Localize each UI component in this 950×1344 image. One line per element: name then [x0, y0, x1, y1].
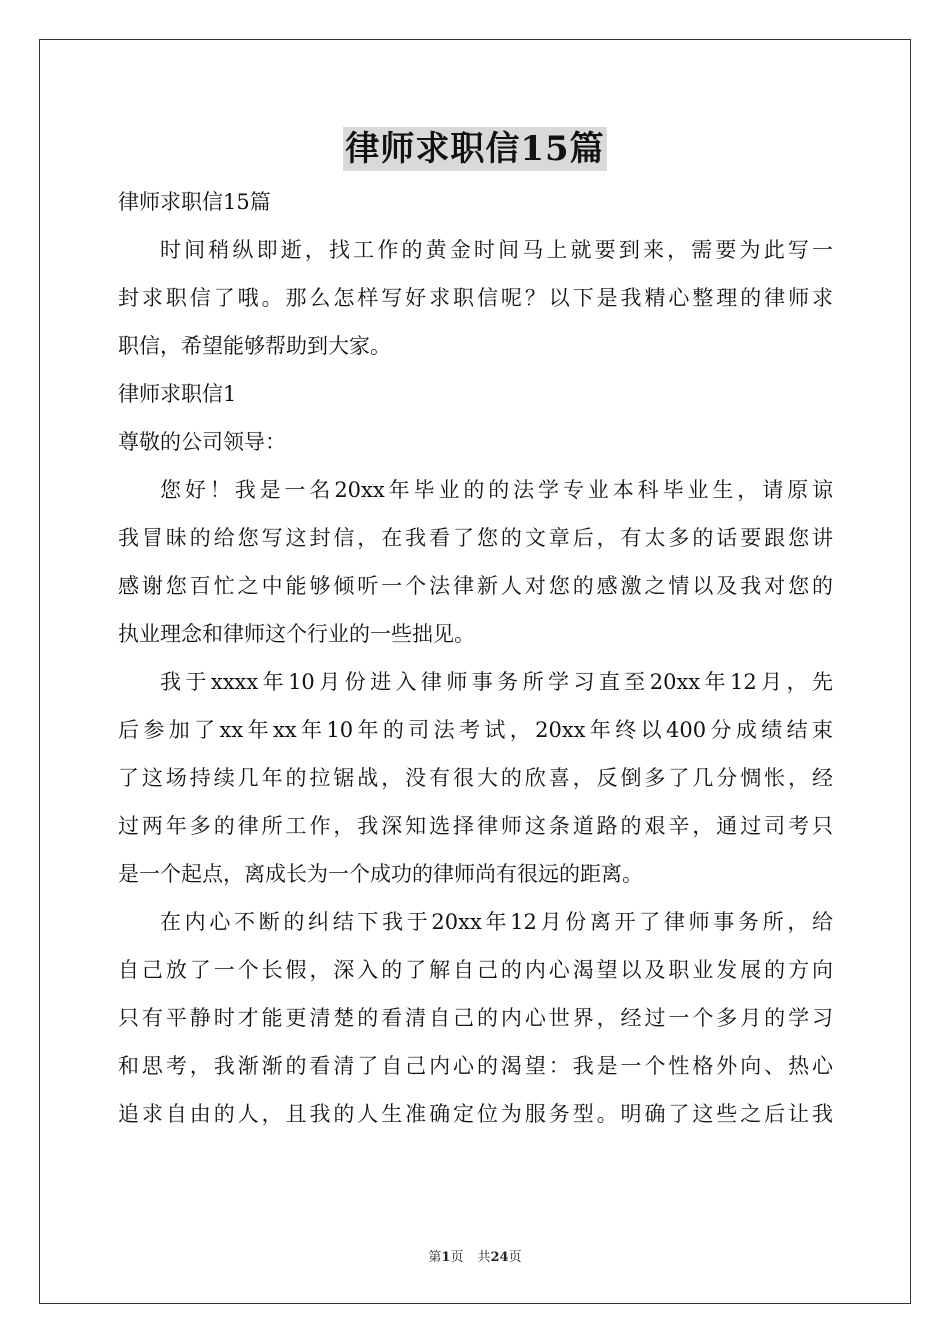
paragraph-line: 您好！我是一名20xx年毕业的的法学专业本科毕业生，请原谅	[160, 478, 833, 502]
title-container	[0, 127, 950, 171]
paragraph-line: 和思考，我渐渐的看清了自己内心的渴望：我是一个性格外向、热心	[118, 1054, 833, 1078]
section-heading	[118, 370, 833, 418]
salutation	[118, 418, 833, 466]
paragraph-line: 自己放了一个长假，深入的了解自己的内心渴望以及职业发展的方向	[118, 958, 833, 982]
paragraph-line: 封求职信了哦。那么怎样写好求职信呢？以下是我精心整理的律师求	[118, 286, 833, 310]
paragraph-line: 在内心不断的纠结下我于20xx年12月份离开了律师事务所，给	[160, 910, 833, 934]
salutation-line: 尊敬的公司领导：	[118, 430, 286, 454]
paragraph-line: 我于xxxx年10月份进入律师事务所学习直至20xx年12月，先	[160, 670, 833, 694]
total-prefix: 共	[477, 1250, 491, 1265]
section-heading-line: 律师求职信1	[118, 382, 237, 406]
page-footer	[0, 1246, 950, 1265]
document-title: 律师求职信15篇	[345, 129, 605, 169]
paragraph-line: 后参加了xx年xx年10年的司法考试，20xx年终以400分成绩结束	[118, 718, 833, 742]
total-suffix: 页	[508, 1250, 522, 1265]
paragraph-line: 了这场持续几年的拉锯战，没有很大的欣喜，反倒多了几分惆怅，经	[118, 766, 833, 790]
paragraph-line: 感谢您百忙之中能够倾听一个法律新人对您的感激之情以及我对您的	[118, 574, 833, 598]
paragraph-line: 我冒昧的给您写这封信，在我看了您的文章后，有太多的话要跟您讲	[118, 526, 833, 550]
paragraph-1	[118, 466, 833, 658]
paragraph-2	[118, 658, 833, 898]
subtitle	[118, 178, 833, 226]
paragraph-line: 过两年多的律所工作，我深知选择律师这条道路的艰辛，通过司考只	[118, 814, 833, 838]
paragraph-line: 执业理念和律师这个行业的一些拙见。	[118, 622, 475, 646]
paragraph-line: 追求自由的人，且我的人生准确定位为服务型。明确了这些之后让我	[118, 1102, 833, 1126]
paragraph-line: 职信，希望能够帮助到大家。	[118, 334, 391, 358]
intro-paragraph	[118, 226, 833, 370]
paragraph-line: 只有平静时才能更清楚的看清自己的内心世界，经过一个多月的学习	[118, 1006, 833, 1030]
subtitle-line: 律师求职信15篇	[118, 190, 271, 214]
page-suffix: 页	[450, 1250, 464, 1265]
paragraph-line: 时间稍纵即逝，找工作的黄金时间马上就要到来，需要为此写一	[160, 238, 833, 262]
paragraph-3	[118, 898, 833, 1138]
total-pages: 24	[490, 1250, 509, 1265]
page-number: 1	[441, 1250, 451, 1265]
document-body	[118, 178, 833, 1138]
page-prefix: 第	[428, 1250, 442, 1265]
paragraph-line: 是一个起点，离成长为一个成功的律师尚有很远的距离。	[118, 862, 643, 886]
